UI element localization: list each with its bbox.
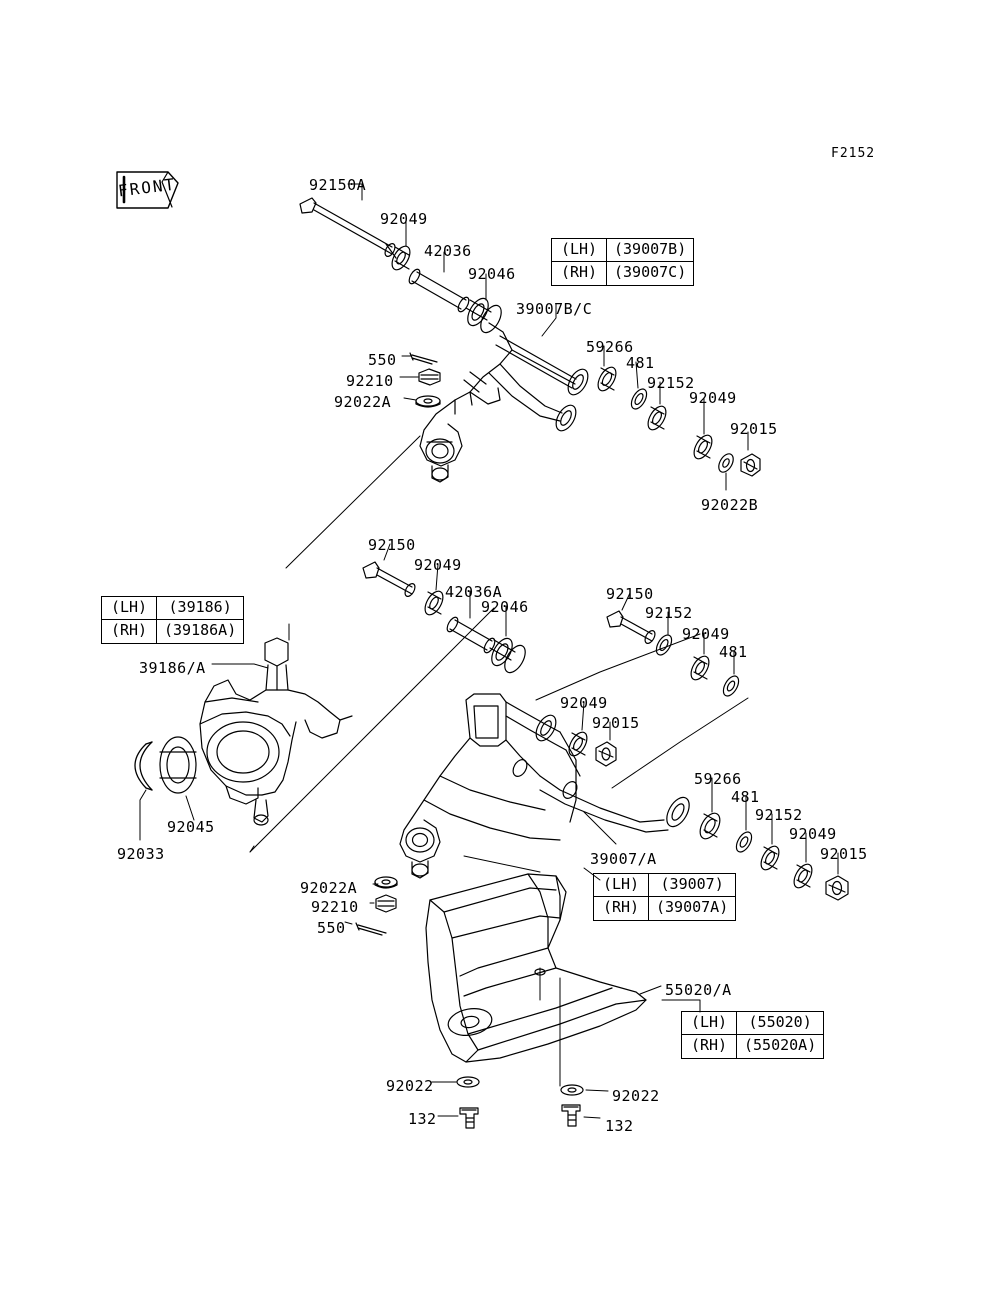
- washer-92049-upper: [388, 243, 413, 273]
- callout-39186A: 39186/A: [139, 659, 206, 677]
- upper-a-arm-39007BC: [420, 323, 592, 482]
- callout-55020A: 55020/A: [665, 981, 732, 999]
- callout-132-right: 132: [605, 1117, 634, 1135]
- callout-59266-b: 59266: [694, 770, 742, 788]
- bolt-92150-lower-left: [363, 562, 417, 598]
- callout-92049-a: 92049: [380, 210, 428, 228]
- table-cell-part: (55020A): [737, 1035, 824, 1058]
- callout-92210-a: 92210: [346, 372, 394, 390]
- callout-39007BC: 39007B/C: [516, 300, 593, 318]
- callout-92049-c: 92049: [414, 556, 462, 574]
- callout-132-left: 132: [408, 1110, 437, 1128]
- callout-92049-e: 92049: [560, 694, 608, 712]
- callout-92152-a: 92152: [647, 374, 695, 392]
- table-cell-side: (RH): [552, 262, 607, 285]
- washer-92049-lower-left: [421, 588, 446, 618]
- callout-92015-c: 92015: [820, 845, 868, 863]
- callout-92049-d: 92049: [682, 625, 730, 643]
- screw-132-left: [460, 1108, 478, 1128]
- callout-92150-a: 92150: [368, 536, 416, 554]
- callout-92210-b: 92210: [311, 898, 359, 916]
- callout-92033: 92033: [117, 845, 165, 863]
- washer-92022A-lower: [375, 877, 397, 888]
- bolt-92150A: [300, 198, 397, 258]
- screw-132-right: [562, 1105, 580, 1126]
- steering-knuckle-39186: [200, 638, 352, 825]
- table-cell-part: (39007B): [607, 239, 694, 262]
- washer-92022A-upper: [416, 396, 440, 407]
- table-row: [552, 262, 694, 285]
- table-cell-part: (39007C): [607, 262, 694, 285]
- callout-92150A: 92150A: [309, 176, 367, 194]
- callout-92015-a: 92015: [730, 420, 778, 438]
- callout-550-a: 550: [368, 351, 397, 369]
- table-row: [594, 897, 736, 920]
- cotter-pin-550-upper: [410, 353, 437, 364]
- callout-92022A-b: 92022A: [300, 879, 358, 897]
- table-cell-side: (LH): [102, 597, 157, 620]
- table-row: [102, 597, 244, 620]
- table-row: [682, 1012, 824, 1035]
- cotter-pin-550-lower: [356, 923, 386, 935]
- callout-92152-c: 92152: [755, 806, 803, 824]
- callout-92022-left: 92022: [386, 1077, 434, 1095]
- table-row: [594, 874, 736, 897]
- table-cell-part: (39007): [649, 874, 736, 897]
- nut-92015-centre: [596, 742, 616, 766]
- table-row: [552, 239, 694, 262]
- sleeve-42036: [407, 268, 471, 314]
- bearing-92046-lower: [488, 635, 530, 676]
- table-39007: [593, 873, 736, 921]
- bearing-92045: [160, 737, 196, 793]
- callout-92152-b: 92152: [645, 604, 693, 622]
- table-cell-part: (39007A): [649, 897, 736, 920]
- nut-92210-upper: [419, 369, 440, 385]
- callout-92045: 92045: [167, 818, 215, 836]
- table-39007bc: [551, 238, 694, 286]
- washer-92049-right-upper: [687, 653, 712, 683]
- callout-42036: 42036: [424, 242, 472, 260]
- callout-92046-a: 92046: [468, 265, 516, 283]
- washer-92022-right: [561, 1085, 583, 1095]
- callout-92022A-a: 92022A: [334, 393, 392, 411]
- washer-92022-left: [457, 1077, 479, 1087]
- table-cell-part: (39186A): [157, 620, 244, 643]
- sheet-code: F2152: [831, 146, 876, 161]
- table-cell-side: (LH): [552, 239, 607, 262]
- table-cell-part: (39186): [157, 597, 244, 620]
- callout-481-a: 481: [626, 354, 655, 372]
- table-55020: [681, 1011, 824, 1059]
- callout-42036A: 42036A: [445, 583, 503, 601]
- front-arrow-label: FRONT: [117, 174, 178, 201]
- table-39186: [101, 596, 244, 644]
- bearing-481-right-upper: [720, 673, 741, 698]
- callout-92046-b: 92046: [481, 598, 529, 616]
- callout-59266-a: 59266: [586, 338, 634, 356]
- callout-92150-b: 92150: [606, 585, 654, 603]
- callout-92015-b: 92015: [592, 714, 640, 732]
- callout-92022-right: 92022: [612, 1087, 660, 1105]
- table-cell-side: (RH): [682, 1035, 737, 1058]
- callout-92022B: 92022B: [701, 496, 759, 514]
- washer-92049-centre: [565, 729, 590, 759]
- callout-550-b: 550: [317, 919, 346, 937]
- snap-ring-92033: [135, 742, 152, 790]
- callout-39007A: 39007/A: [590, 850, 657, 868]
- callout-92049-f: 92049: [789, 825, 837, 843]
- callout-481-c: 481: [731, 788, 760, 806]
- table-cell-side: (RH): [594, 897, 649, 920]
- callout-481-b: 481: [719, 643, 748, 661]
- callout-92049-b: 92049: [689, 389, 737, 407]
- table-cell-side: (LH): [594, 874, 649, 897]
- table-row: [682, 1035, 824, 1058]
- table-cell-side: (LH): [682, 1012, 737, 1035]
- table-cell-side: (RH): [102, 620, 157, 643]
- table-row: [102, 620, 244, 643]
- nut-92210-lower: [376, 895, 396, 912]
- table-cell-part: (55020): [737, 1012, 824, 1035]
